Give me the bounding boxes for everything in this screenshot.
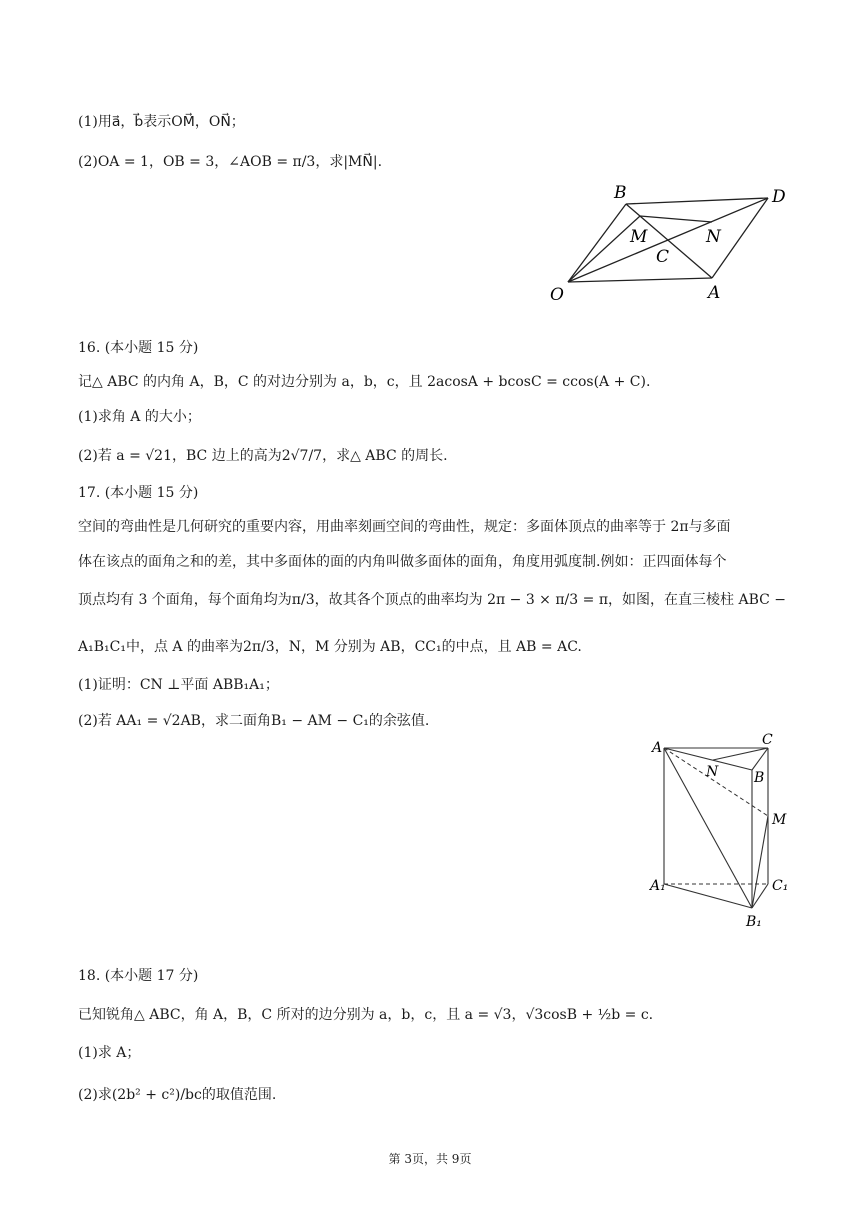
q18-header: 18. (本小题 17 分): [78, 968, 199, 984]
label-N: N: [706, 227, 721, 247]
label-prism-M: M: [772, 812, 787, 828]
q17-stem-line2: 体在该点的面角之和的差，其中多面体的面的内角叫做多面体的面角，角度用弧度制.例如：正四面体每个: [78, 554, 727, 570]
label-O: O: [550, 285, 564, 305]
prism-figure: [640, 730, 800, 940]
q18-part2: (2)求(2b² + c²)/bc的取值范围.: [78, 1087, 277, 1103]
page-footer: 第 3页，共 9页: [388, 1152, 472, 1166]
q17-stem-line1: 空间的弯曲性是几何研究的重要内容，用曲率刻画空间的弯曲性，规定：多面体顶点的曲率等于 2π与多面: [78, 519, 731, 535]
label-C: C: [656, 247, 670, 267]
q17-stem-line4: A₁B₁C₁中，点 A 的曲率为2π/3，N，M 分别为 AB，CC₁的中点，且 AB = AC.: [78, 639, 582, 655]
label-prism-C1: C₁: [772, 878, 789, 894]
q15-part1: (1)用a⃗，b⃗表示OM⃗，ON⃗；: [78, 114, 245, 130]
q15-part2: (2)OA = 1，OB = 3，∠AOB = π/3，求|MN⃗|.: [78, 154, 383, 170]
q17-part2: (2)若 AA₁ = √2AB，求二面角B₁ − AM − C₁的余弦值.: [78, 713, 430, 729]
q16-header: 16. (本小题 15 分): [78, 340, 199, 356]
label-prism-A1: A₁: [650, 878, 666, 894]
label-prism-A: A: [652, 740, 663, 756]
q16-stem: 记△ ABC 的内角 A，B，C 的对边分别为 a，b，c，且 2acosA + bcosC = ccos(A + C).: [78, 374, 651, 390]
q16-part2: (2)若 a = √21，BC 边上的高为2√7/7，求△ ABC 的周长.: [78, 448, 448, 464]
label-prism-B: B: [754, 770, 765, 786]
q18-part1: (1)求 A；: [78, 1045, 141, 1061]
q17-stem-line3: 顶点均有 3 个面角，每个面角均为π/3，故其各个顶点的曲率均为 2π − 3 × π/3 = π，如图，在直三棱柱 ABC −: [78, 592, 787, 608]
label-M: M: [630, 227, 648, 247]
q17-header: 17. (本小题 15 分): [78, 485, 199, 501]
label-prism-C: C: [762, 732, 773, 748]
q17-part1: (1)证明：CN ⊥平面 ABB₁A₁；: [78, 677, 279, 693]
q18-stem: 已知锐角△ ABC，角 A，B，C 所对的边分别为 a，b，c，且 a = √3，√3cosB + ½b = c.: [78, 1007, 654, 1023]
label-B: B: [614, 183, 627, 203]
q16-part1: (1)求角 A 的大小；: [78, 409, 201, 425]
label-prism-N: N: [706, 764, 719, 780]
label-A: A: [708, 283, 721, 303]
label-D: D: [772, 187, 786, 207]
parallelogram-figure: [540, 180, 800, 310]
label-prism-B1: B₁: [746, 914, 762, 930]
